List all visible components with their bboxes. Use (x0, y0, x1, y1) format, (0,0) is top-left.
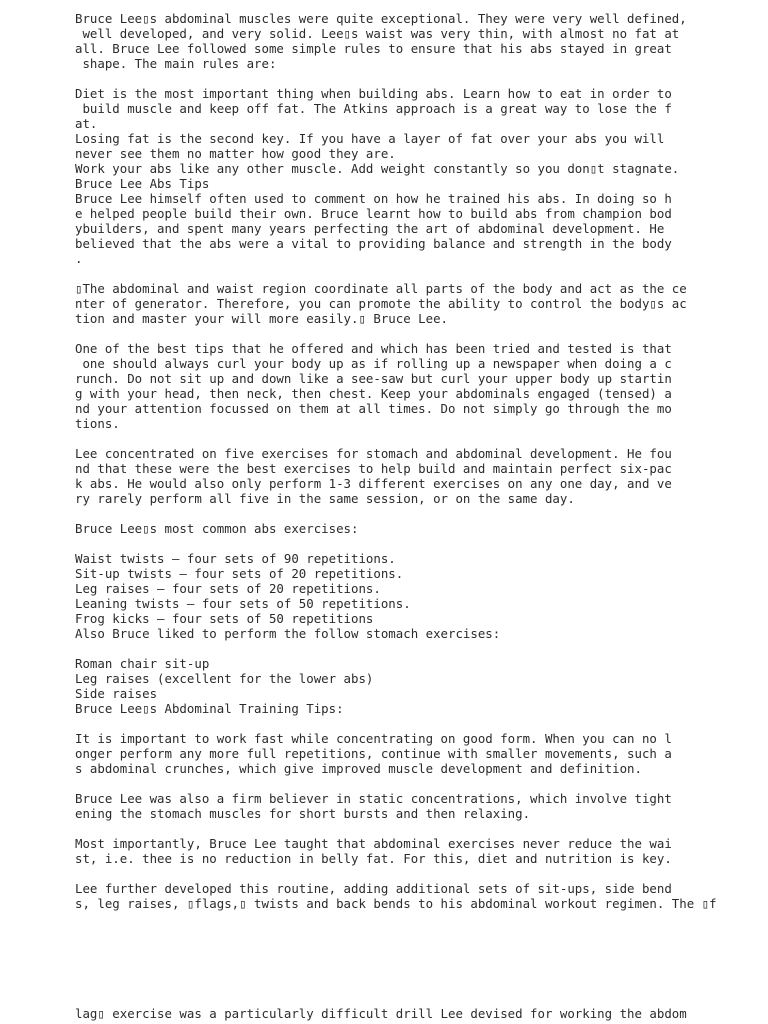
text-line: runch. Do not sit up and down like a see-saw but curl your upper body up startin (75, 371, 672, 386)
text-line: Side raises (75, 686, 158, 701)
text-line: Lee concentrated on five exercises for stomach and abdominal development. He fou (75, 446, 672, 461)
text-line (75, 716, 755, 731)
text-line: tion and master your will more easily.▯ Bruce Lee. (75, 311, 448, 326)
text-line: ybuilders, and spent many years perfecting the art of abdominal development. He (75, 221, 665, 236)
text-line: build muscle and keep off fat. The Atkins approach is a great way to lose the f (75, 101, 672, 116)
text-line: onger perform any more full repetitions, continue with smaller movements, such a (75, 746, 672, 761)
text-line: Losing fat is the second key. If you have a layer of fat over your abs you will (75, 131, 665, 146)
text-line: g with your head, then neck, then chest. Keep your abdominals engaged (tensed) a (75, 386, 672, 401)
text-line (75, 431, 755, 446)
text-line (75, 536, 755, 551)
text-line: tions. (75, 416, 120, 431)
text-line: Bruce Lee▯s abdominal muscles were quite exceptional. They were very well defined, (75, 11, 687, 26)
text-line: Leaning twists – four sets of 50 repetitions. (75, 596, 411, 611)
text-line (75, 866, 755, 881)
text-line (75, 506, 755, 521)
text-line (75, 641, 755, 656)
document-continuation-line: lag▯ exercise was a particularly difficult drill Lee devised for working the abdom (75, 1006, 687, 1021)
text-line (75, 71, 755, 86)
text-line: nd your attention focussed on them at all times. Do not simply go through the mo (75, 401, 672, 416)
text-line (75, 821, 755, 836)
text-line: e helped people build their own. Bruce learnt how to build abs from champion bod (75, 206, 672, 221)
text-line: Diet is the most important thing when building abs. Learn how to eat in order to (75, 86, 672, 101)
text-line: s abdominal crunches, which give improved muscle development and definition. (75, 761, 642, 776)
text-line: Sit-up twists – four sets of 20 repetitions. (75, 566, 404, 581)
text-line: Also Bruce liked to perform the follow stomach exercises: (75, 626, 501, 641)
text-line: ry rarely perform all five in the same session, or on the same day. (75, 491, 575, 506)
text-line: st, i.e. thee is no reduction in belly fat. For this, diet and nutrition is key. (75, 851, 672, 866)
text-line: nd that these were the best exercises to help build and maintain perfect six-pac (75, 461, 672, 476)
text-line: at. (75, 116, 98, 131)
text-line: well developed, and very solid. Lee▯s waist was very thin, with almost no fat at (75, 26, 680, 41)
text-line: nter of generator. Therefore, you can promote the ability to control the body▯s ac (75, 296, 687, 311)
text-line: One of the best tips that he offered and which has been tried and tested is that (75, 341, 672, 356)
text-line: Bruce Lee was also a firm believer in static concentrations, which involve tight (75, 791, 672, 806)
text-line (75, 776, 755, 791)
text-line: ▯The abdominal and waist region coordinate all parts of the body and act as the ce (75, 281, 687, 296)
text-line: Bruce Lee himself often used to comment on how he trained his abs. In doing so h (75, 191, 672, 206)
text-line: . (75, 251, 83, 266)
text-line: one should always curl your body up as if rolling up a newspaper when doing a c (75, 356, 672, 371)
text-line (75, 266, 755, 281)
text-line: s, leg raises, ▯flags,▯ twists and back bends to his abdominal workout regimen. The ▯f (75, 896, 717, 911)
text-line: Most importantly, Bruce Lee taught that abdominal exercises never reduce the wai (75, 836, 672, 851)
text-line: Roman chair sit-up (75, 656, 210, 671)
text-line (75, 326, 755, 341)
text-line: It is important to work fast while concentrating on good form. When you can no l (75, 731, 672, 746)
text-line: Bruce Lee▯s most common abs exercises: (75, 521, 359, 536)
text-line: Waist twists – four sets of 90 repetitions. (75, 551, 396, 566)
document-body-text (75, 11, 755, 911)
text-line: Leg raises – four sets of 20 repetitions. (75, 581, 381, 596)
text-line: Frog kicks – four sets of 50 repetitions (75, 611, 374, 626)
text-line: ening the stomach muscles for short bursts and then relaxing. (75, 806, 531, 821)
text-line: Bruce Lee Abs Tips (75, 176, 210, 191)
text-line: never see them no matter how good they are. (75, 146, 396, 161)
text-line: Work your abs like any other muscle. Add weight constantly so you don▯t stagnate. (75, 161, 680, 176)
text-line: Lee further developed this routine, adding additional sets of sit-ups, side bend (75, 881, 672, 896)
text-line: k abs. He would also only perform 1-3 different exercises on any one day, and ve (75, 476, 672, 491)
text-line: all. Bruce Lee followed some simple rules to ensure that his abs stayed in great (75, 41, 672, 56)
text-line: Leg raises (excellent for the lower abs) (75, 671, 374, 686)
text-line: shape. The main rules are: (75, 56, 277, 71)
text-line: Bruce Lee▯s Abdominal Training Tips: (75, 701, 344, 716)
text-line: believed that the abs were a vital to providing balance and strength in the body (75, 236, 672, 251)
